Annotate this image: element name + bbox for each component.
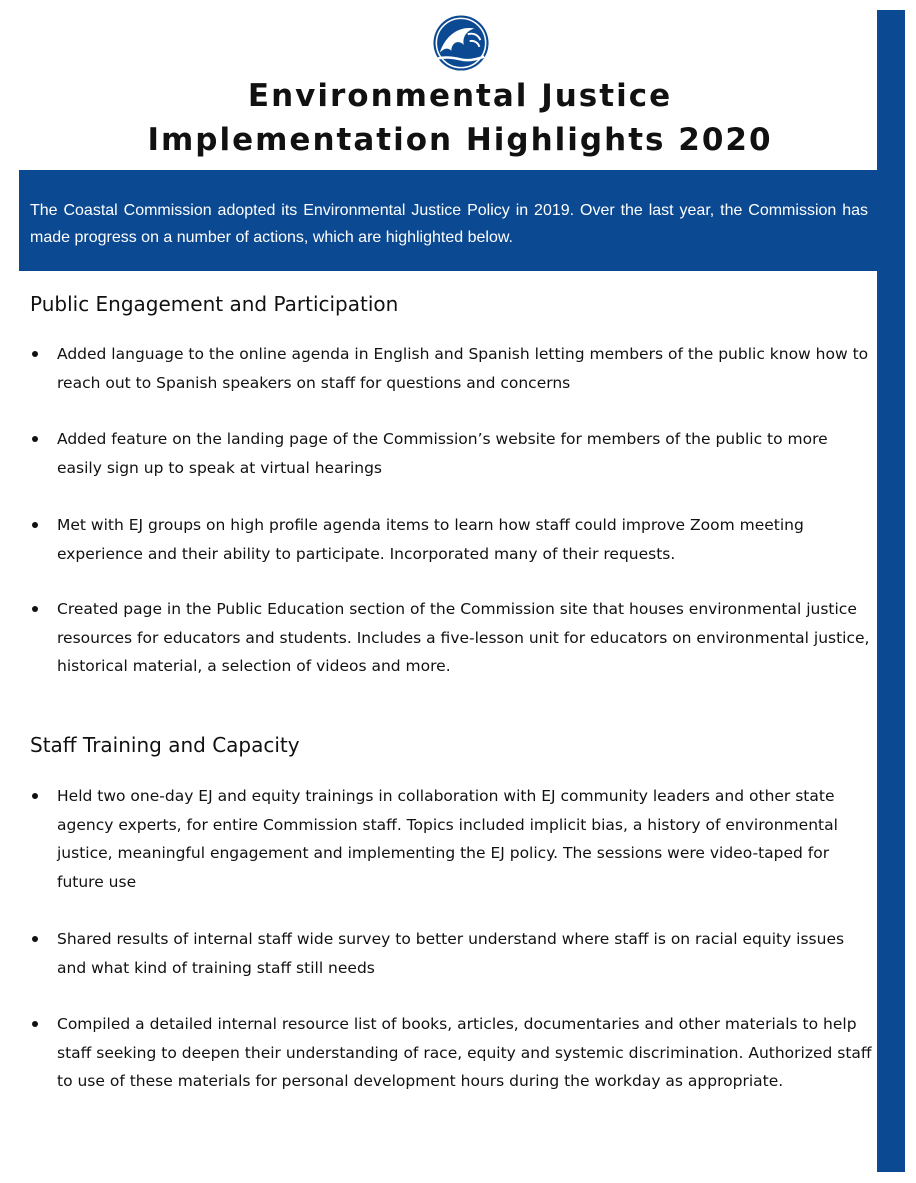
page-title xyxy=(100,74,820,162)
bullet-dot-icon xyxy=(32,936,38,942)
list-item xyxy=(30,925,875,982)
bullet-dot-icon xyxy=(32,351,38,357)
right-accent-bar xyxy=(877,10,905,1172)
bullet-dot-icon xyxy=(32,522,38,528)
intro-banner xyxy=(19,170,877,271)
list-item xyxy=(30,511,875,568)
section-public-engagement xyxy=(30,290,875,675)
bullet-dot-icon xyxy=(32,436,38,442)
page-title-line-1: Environmental Justice xyxy=(247,78,673,114)
bullet-dot-icon xyxy=(32,1021,38,1027)
section-staff-training xyxy=(30,731,875,1090)
list-item xyxy=(30,595,875,681)
list-item xyxy=(30,782,875,896)
wave-logo-icon xyxy=(432,14,490,72)
list-item-text: Compiled a detailed internal resource list of books, articles, documentaries and other materials to help staff seeking to deepen their understanding of race, equity and systemic discrimination. Authorized staff to use of these materials for personal development hours during the workday as appropriate. xyxy=(57,1015,872,1090)
bullet-dot-icon xyxy=(32,606,38,612)
list-item-text: Met with EJ groups on high profile agenda items to learn how staff could improve Zoom meeting experience and their ability to participate. Incorporated many of their requests. xyxy=(57,516,804,563)
list-item xyxy=(30,1010,875,1096)
page-title-line-2: Implementation Highlights 2020 xyxy=(147,122,773,158)
list-item-text: Shared results of internal staff wide survey to better understand where staff is on racial equity issues and what kind of training staff still needs xyxy=(57,930,845,977)
bullet-dot-icon xyxy=(32,793,38,799)
list-item-text: Held two one-day EJ and equity trainings in collaboration with EJ community leaders and other state agency experts, for entire Commission staff. Topics included implicit bias, a history of environmental justice, meaningful engagement and implementing the EJ policy. The sessions were video-taped for future use xyxy=(57,787,838,891)
list-item-text: Added language to the online agenda in English and Spanish letting members of the public know how to reach out to Spanish speakers on staff for questions and concerns xyxy=(57,345,869,392)
section-heading: Staff Training and Capacity xyxy=(30,733,300,757)
list-item xyxy=(30,425,875,482)
intro-text: The Coastal Commission adopted its Environmental Justice Policy in 2019. Over the last year, the Commission has made progress on a number of actions, which are highlighted below. xyxy=(30,202,868,246)
section-heading: Public Engagement and Participation xyxy=(30,292,399,316)
list-item-text: Added feature on the landing page of the Commission’s website for members of the public to more easily sign up to speak at virtual hearings xyxy=(57,430,828,477)
list-item xyxy=(30,340,875,397)
list-item-text: Created page in the Public Education section of the Commission site that houses environmental justice resources for educators and students. Includes a five-lesson unit for educators on environmental justice, historical material, a selection of videos and more. xyxy=(57,600,870,675)
